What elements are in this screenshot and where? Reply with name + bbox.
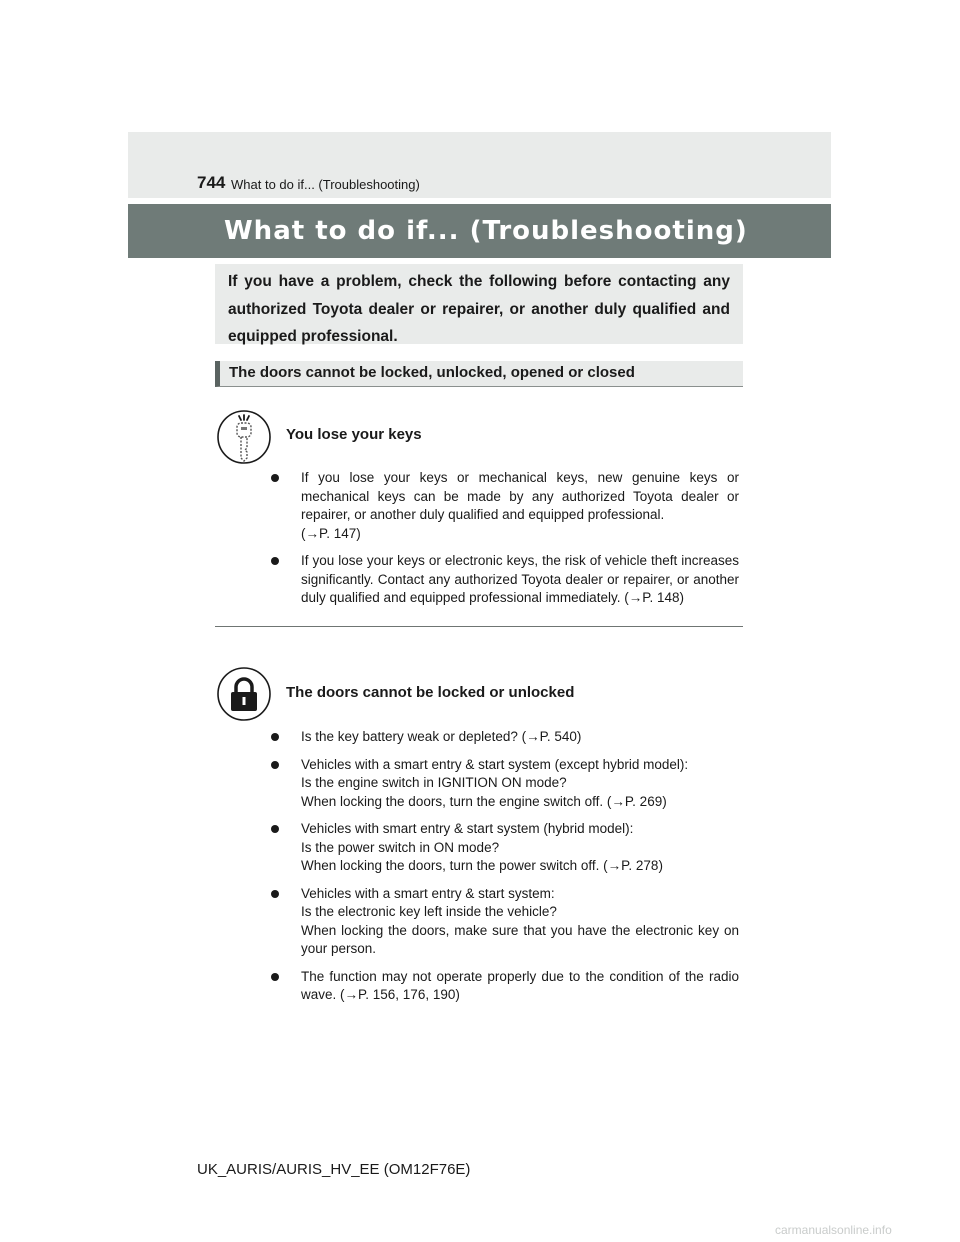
- running-title: What to do if... (Troubleshooting): [231, 177, 420, 192]
- list-item: The function may not operate properly due to the condition of the radio wave. (→P. 156, 176, 190): [268, 968, 739, 1005]
- lost-keys-heading: You lose your keys: [286, 426, 422, 443]
- page-title: What to do if... (Troubleshooting): [224, 216, 748, 246]
- intro-box: If you have a problem, check the following before contacting any authorized Toyota dealer or repairer, or another duly qualified and equipped professional.: [215, 264, 743, 344]
- list-item: Vehicles with a smart entry & start system (except hybrid model): Is the engine switch in IGNITION ON mode? When locking the doors, turn the engine switch off. (→P. 269): [268, 756, 739, 812]
- key-icon: [217, 410, 271, 464]
- bullet-icon: [271, 761, 279, 769]
- list-item: If you lose your keys or electronic keys, the risk of vehicle theft increases significantly. Contact any authorized Toyota dealer or repairer, or another duly qualified and equipped professional immediately. (→P. 148): [268, 552, 739, 608]
- bullet-icon: [271, 973, 279, 981]
- lock-problem-heading: The doors cannot be locked or unlocked: [286, 684, 575, 701]
- bullet-icon: [271, 474, 279, 482]
- bullet-icon: [271, 557, 279, 565]
- page-number: 744: [197, 173, 226, 192]
- section-divider: [215, 626, 743, 627]
- lost-keys-list: [268, 469, 739, 617]
- section-title: The doors cannot be locked, unlocked, opened or closed: [229, 364, 635, 381]
- bullet-icon: [271, 733, 279, 741]
- padlock-icon: [217, 667, 271, 721]
- lock-problem-list: [268, 728, 739, 1014]
- list-item: Vehicles with smart entry & start system (hybrid model): Is the power switch in ON mode? When locking the doors, turn the power switch off. (→P. 278): [268, 820, 739, 876]
- list-item: Is the key battery weak or depleted? (→P. 540): [268, 728, 739, 747]
- list-item: Vehicles with a smart entry & start system: Is the electronic key left inside the vehicle? When locking the doors, make sure that you have the electronic key on your person.: [268, 885, 739, 959]
- footer-model-code: UK_AURIS/AURIS_HV_EE (OM12F76E): [197, 1161, 471, 1178]
- bullet-icon: [271, 825, 279, 833]
- watermark: carmanualsonline.info: [775, 1223, 892, 1237]
- list-item: If you lose your keys or mechanical keys, new genuine keys or mechanical keys can be made by any authorized Toyota dealer or repairer, or another duly qualified and equipped professional. (→P. 147): [268, 469, 739, 543]
- bullet-icon: [271, 890, 279, 898]
- section-header: [215, 361, 743, 387]
